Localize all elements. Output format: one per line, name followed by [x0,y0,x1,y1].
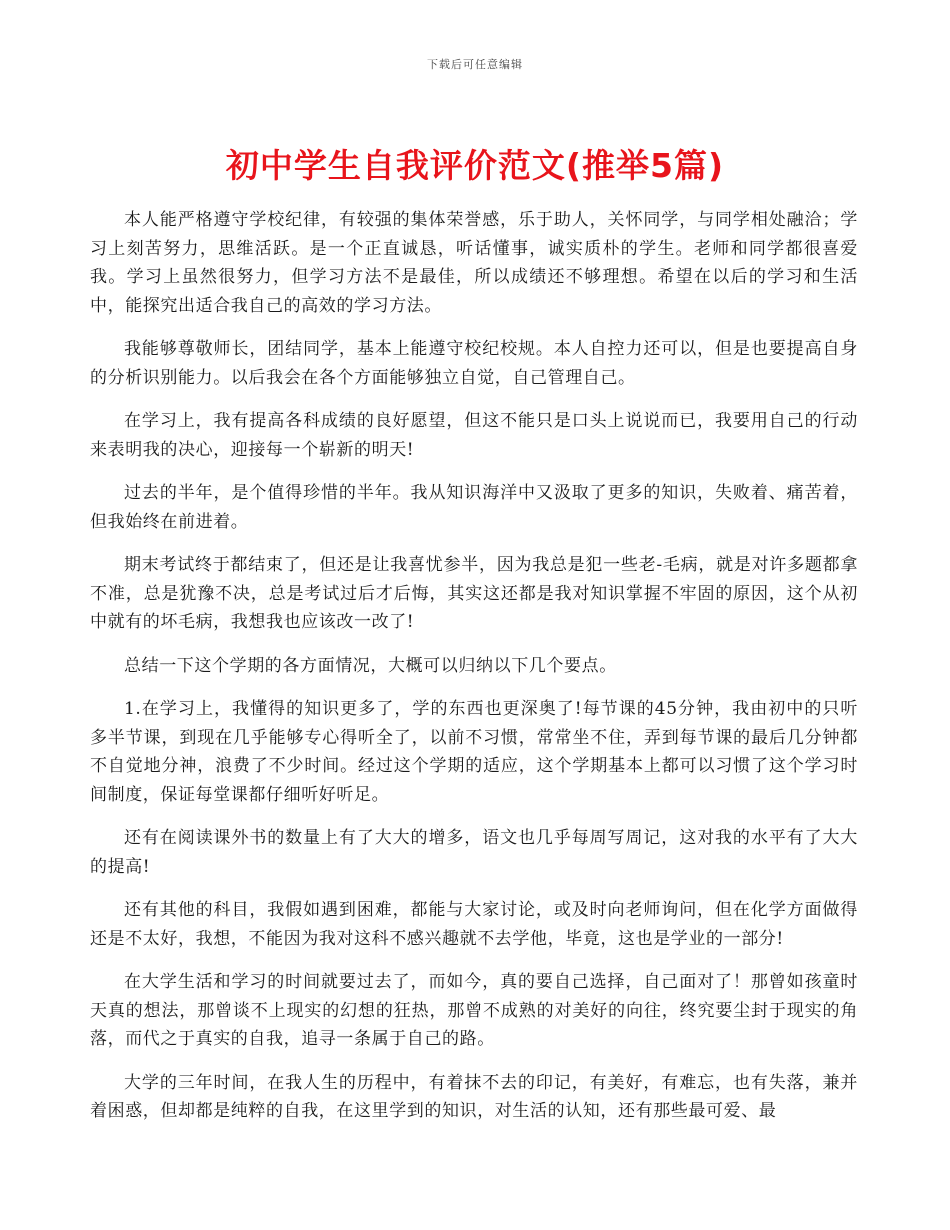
header-note: 下载后可任意编辑 [427,58,523,71]
document-body [90,206,858,1141]
paragraph: 过去的半年，是个值得珍惜的半年。我从知识海洋中又汲取了更多的知识，失败着、痛苦着，但我始终在前进着。 [90,483,858,532]
paragraph: 在大学生活和学习的时间就要过去了，而如今，真的要自己选择，自己面对了！那曾如孩童时天真的想法，那曾谈不上现实的幻想的狂热，那曾不成熟的对美好的向往，终究要尘封于现实的角落，而代之于真实的自我，追寻一条属于自己的路。 [90,972,858,1049]
paragraph: 大学的三年时间，在我人生的历程中，有着抹不去的印记，有美好，有难忘，也有失落，兼并着困惑，但却都是纯粹的自我，在这里学到的知识，对生活的认知，还有那些最可爱、最 [90,1072,858,1121]
paragraph: 在学习上，我有提高各科成绩的良好愿望，但这不能只是口头上说说而已，我要用自己的行动来表明我的决心，迎接每一个崭新的明天! [90,411,858,460]
paragraph: 还有其他的科目，我假如遇到困难，都能与大家讨论，或及时向老师询问，但在化学方面做得还是不太好，我想，不能因为我对这科不感兴趣就不去学他，毕竟，这也是学业的一部分! [90,900,858,949]
paragraph: 还有在阅读课外书的数量上有了大大的增多，语文也几乎每周写周记，这对我的水平有了大大的提高! [90,828,858,877]
document-title: 初中学生自我评价范文(推举5篇) [225,146,725,185]
paragraph: 1.在学习上，我懂得的知识更多了，学的东西也更深奥了!每节课的45分钟，我由初中的只听多半节课，到现在几乎能够专心得听全了，以前不习惯，常常坐不住，弄到每节课的最后几分钟都不自觉地分神，浪费了不少时间。经过这个学期的适应，这个学期基本上都可以习惯了这个学习时间制度，保证每堂课都仔细听好听足。 [90,699,858,805]
paragraph: 我能够尊敬师长，团结同学，基本上能遵守校纪校规。本人自控力还可以，但是也要提高自身的分析识别能力。以后我会在各个方面能够独立自觉，自己管理自己。 [90,339,858,388]
paragraph: 总结一下这个学期的各方面情况，大概可以归纳以下几个要点。 [124,655,617,676]
paragraph: 本人能严格遵守学校纪律，有较强的集体荣誉感，乐于助人，关怀同学，与同学相处融洽；学习上刻苦努力，思维活跃。是一个正直诚恳，听话懂事，诚实质朴的学生。老师和同学都很喜爱我。学习上虽然很努力，但学习方法不是最佳，所以成绩还不够理想。希望在以后的学习和生活中，能探究出适合我自己的高效的学习方法。 [90,210,858,316]
paragraph: 期末考试终于都结束了，但还是让我喜忧参半，因为我总是犯一些老-毛病，就是对许多题都拿不准，总是犹豫不决，总是考试过后才后悔，其实这还都是我对知识掌握不牢固的原因，这个从初中就有的坏毛病，我想我也应该改一改了! [90,555,858,632]
